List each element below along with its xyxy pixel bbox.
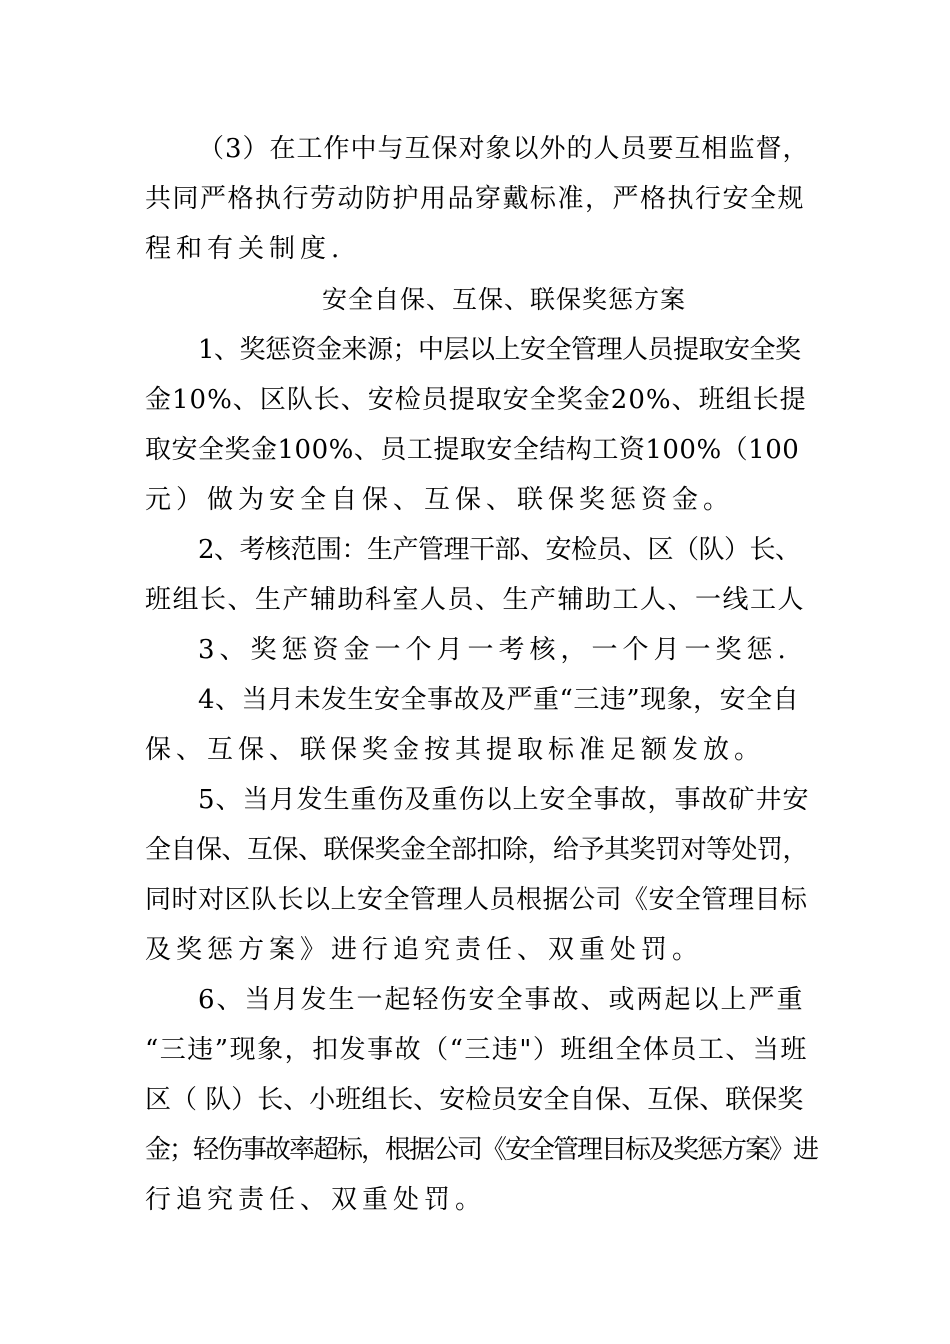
item-2-line-2: 班组长、生产辅助科室人员、生产辅助工人、一线工人 bbox=[145, 585, 806, 615]
item-4-line-1: 4、当月未发生安全事故及严重“三违”现象，安全自 bbox=[198, 685, 800, 715]
item-5-line-2: 全自保、互保、联保奖金全部扣除，给予其奖罚对等处罚， bbox=[145, 835, 809, 865]
item-2-line-1: 2、考核范围：生产管理干部、安检员、区（队）长、 bbox=[198, 535, 801, 565]
intro-line-2: 共同严格执行劳动防护用品穿戴标准，严格执行安全规 bbox=[145, 184, 806, 214]
section-title: 安全自保、互保、联保奖惩方案 bbox=[322, 285, 687, 314]
item-5-line-1: 5、当月发生重伤及重伤以上安全事故，事故矿井安 bbox=[198, 785, 810, 815]
item-3-line-1: 3、奖惩资金一个月一考核，一个月一奖惩. bbox=[198, 635, 791, 665]
item-5-line-3: 同时对区队长以上安全管理人员根据公司《安全管理目标 bbox=[145, 885, 808, 915]
item-4-line-2: 保、互保、联保奖金按其提取标准足额发放。 bbox=[145, 735, 766, 765]
item-1-line-3: 取安全奖金100%、员工提取安全结构工资100%（100 bbox=[145, 435, 800, 465]
intro-line-3: 程和有关制度. bbox=[145, 234, 345, 264]
intro-line-1: （3）在工作中与互保对象以外的人员要互相监督， bbox=[198, 134, 810, 164]
item-6-line-4: 金；轻伤事故率超标，根据公司《安全管理目标及奖惩方案》进 bbox=[145, 1135, 818, 1165]
item-1-line-1: 1、奖惩资金来源；中层以上安全管理人员提取安全奖 bbox=[198, 335, 801, 365]
item-6-line-1: 6、当月发生一起轻伤安全事故、或两起以上严重 bbox=[198, 985, 805, 1015]
item-5-line-4: 及奖惩方案》进行追究责任、双重处罚。 bbox=[145, 935, 704, 965]
item-1-line-4: 元）做为安全自保、互保、联保奖惩资金。 bbox=[145, 485, 735, 515]
item-6-line-2: “三违”现象，扣发事故（“三违"）班组全体员工、当班 bbox=[145, 1035, 808, 1065]
item-6-line-3: 区（ 队）长、小班组长、安检员安全自保、互保、联保奖 bbox=[145, 1085, 804, 1115]
item-6-line-5: 行追究责任、双重处罚。 bbox=[145, 1185, 487, 1215]
item-1-line-2: 金10%、区队长、安检员提取安全奖金20%、班组长提 bbox=[145, 385, 807, 415]
